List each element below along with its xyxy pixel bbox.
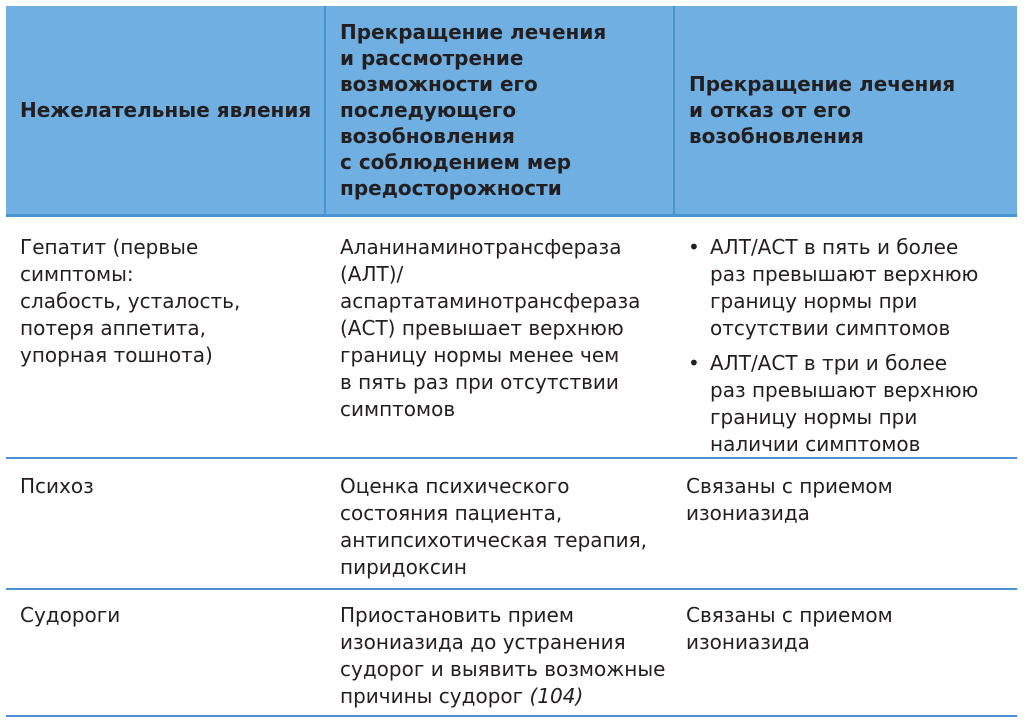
bullet-item [686,350,1012,458]
header-stop-and-resume [340,6,673,214]
text-line: (АЛТ)/ [340,262,404,286]
text-line: изониазида [686,630,810,654]
text-line: границу нормы при [710,405,918,429]
text-line: судорог и выявить возможные [340,657,666,681]
text-line: Приостановить прием [340,603,574,627]
cell-stop-and-resume [340,234,670,423]
header-adverse-events [20,6,324,214]
header-line: Прекращение лечения [340,20,607,44]
cell-adverse-event [20,234,320,369]
cell-stop-and-resume [340,473,670,581]
text-line: антипсихотическая терапия, [340,528,647,552]
cell-stop-permanently [686,473,1016,527]
table-row-seizures [6,590,1017,717]
text-line: раз превышают верхнюю [710,262,979,286]
table-row-hepatitis [6,217,1017,459]
text-line: слабость, усталость, [20,289,241,313]
header-line: Прекращение лечения [689,72,956,96]
text-line: изониазида [686,501,810,525]
text-line [340,683,666,710]
text-line: в пять раз при отсутствии [340,370,619,394]
text-line: границу нормы менее чем [340,343,620,367]
header-line: с соблюдением мер [340,150,572,174]
text-line: раз превышают верхнюю [710,378,979,402]
text-line: границу нормы при [710,289,918,313]
cell-adverse-event [20,473,320,500]
text-line: потеря аппетита, [20,316,206,340]
table-header [6,6,1017,217]
adverse-events-table [6,6,1017,717]
text-line: Психоз [20,474,94,498]
text-line: отсутствии симптомов [710,316,951,340]
header-line: Нежелательные явления [20,98,312,122]
text-line: Аланинаминотрансфераза [340,235,622,259]
table-row-psychosis [6,459,1017,590]
text-line: изониазида до устранения [340,630,626,654]
header-stop-permanently [689,6,1017,214]
cell-stop-permanently [686,602,1016,656]
text-line: состояния пациента, [340,501,563,525]
header-line: и рассмотрение [340,46,524,70]
column-divider [324,6,326,214]
text-line: Связаны с приемом [686,474,893,498]
header-line: и отказ от его [689,98,852,122]
cell-stop-permanently [686,234,1016,458]
bullet-icon: • [688,351,700,375]
text-line: пиридоксин [340,555,467,579]
text-line: упорная тошнота) [20,343,213,367]
text-line: (АСТ) превышает верхнюю [340,316,624,340]
text-line: Гепатит (первые [20,235,199,259]
cell-stop-and-resume [340,602,670,710]
reference-number: (104) [529,684,584,708]
text-line: Оценка психического [340,474,570,498]
text-line: АЛТ/АСТ в пять и более [710,235,959,259]
text-line: аспартатаминотрансфераза [340,289,641,313]
header-line: возобновления [689,124,864,148]
text-line: АЛТ/АСТ в три и более [710,351,948,375]
column-divider [673,6,675,214]
header-line: возможности его [340,72,538,96]
text-segment: причины судорог [340,684,530,708]
cell-adverse-event [20,602,320,629]
bullet-icon: • [688,235,700,259]
text-line: Судороги [20,603,121,627]
text-line: наличии симптомов [710,432,921,456]
text-line: симптомы: [20,262,134,286]
text-line: симптомов [340,397,456,421]
header-line: последующего [340,98,517,122]
header-line: возобновления [340,124,515,148]
bullet-item [686,234,1012,342]
text-line: Связаны с приемом [686,603,893,627]
header-line: предосторожности [340,176,562,200]
